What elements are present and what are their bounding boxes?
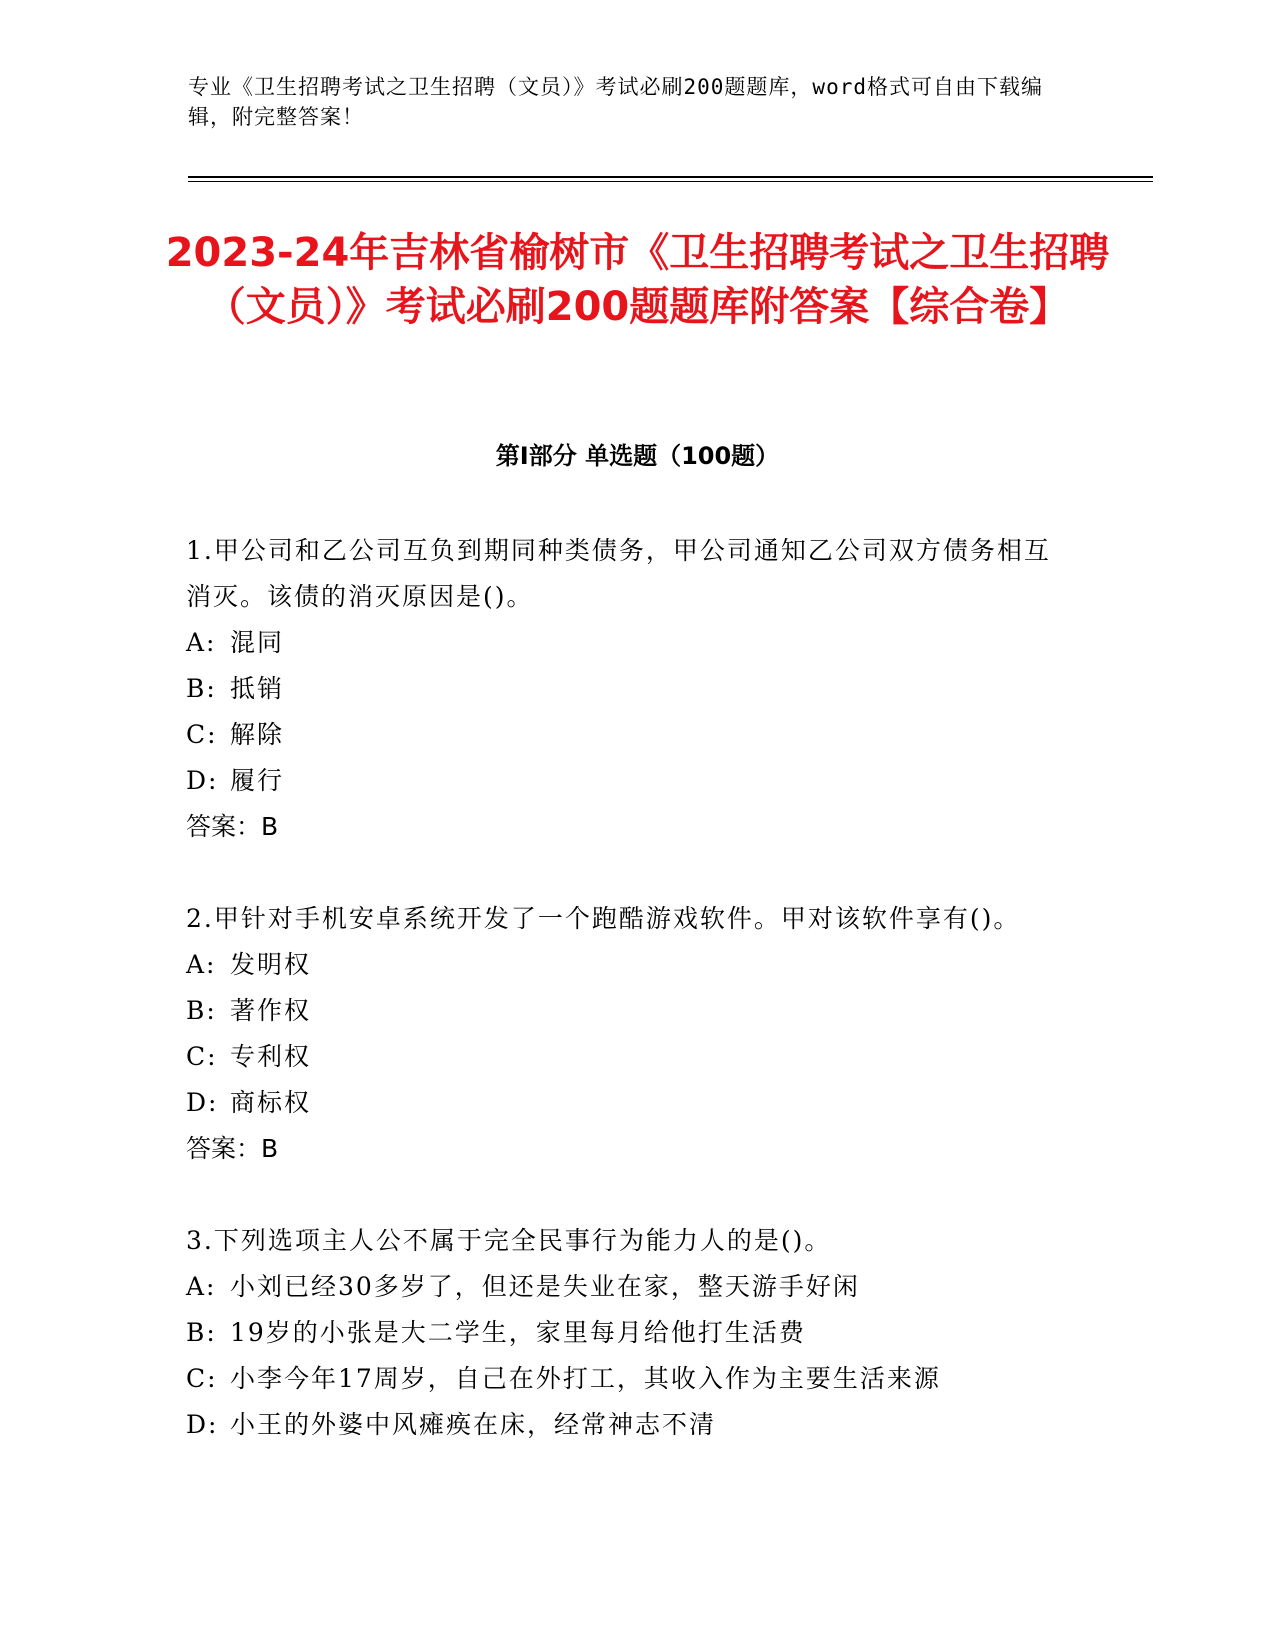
question-list <box>186 528 1066 1494</box>
option-a <box>186 1264 1066 1310</box>
option-key: D: <box>186 766 219 795</box>
option-key: D: <box>186 1410 219 1439</box>
option-key: A: <box>186 1272 217 1301</box>
option-d <box>186 1402 1066 1448</box>
answer: 答案：B <box>186 1134 279 1163</box>
option-key: A: <box>186 628 217 657</box>
option-text: 混同 <box>230 628 285 657</box>
option-c <box>186 1034 1066 1080</box>
option-text: 解除 <box>230 720 285 749</box>
option-a <box>186 942 1066 988</box>
option-a <box>186 620 1066 666</box>
option-text: 小李今年17周岁，自己在外打工，其收入作为主要生活来源 <box>230 1364 941 1393</box>
option-text: 发明权 <box>230 950 312 979</box>
option-b <box>186 988 1066 1034</box>
option-d <box>186 1080 1066 1126</box>
question-2 <box>186 896 1066 1172</box>
option-b <box>186 1310 1066 1356</box>
option-b <box>186 666 1066 712</box>
option-key: C: <box>186 720 218 749</box>
option-text: 小刘已经30多岁了，但还是失业在家，整天游手好闲 <box>230 1272 860 1301</box>
header-divider-thin <box>188 181 1153 182</box>
question-stem: 1.甲公司和乙公司互负到期同种类债务，甲公司通知乙公司双方债务相互消灭。该债的消灭原因是()。 <box>186 536 1051 611</box>
option-text: 19岁的小张是大二学生，家里每月给他打生活费 <box>230 1318 806 1347</box>
question-3 <box>186 1218 1066 1448</box>
option-key: B: <box>186 1318 217 1347</box>
option-key: D: <box>186 1088 219 1117</box>
document-title: 2023-24年吉林省榆树市《卫生招聘考试之卫生招聘（文员）》考试必刷200题题库附答案【综合卷】 <box>165 230 1110 330</box>
option-key: B: <box>186 996 217 1025</box>
header-note: 专业《卫生招聘考试之卫生招聘（文员）》考试必刷200题题库，word格式可自由下载编辑，附完整答案！ <box>188 75 1043 129</box>
option-d <box>186 758 1066 804</box>
option-text: 著作权 <box>230 996 312 1025</box>
option-c <box>186 1356 1066 1402</box>
option-key: B: <box>186 674 217 703</box>
section-title: 第Ⅰ部分 单选题（100题） <box>495 442 780 470</box>
header-divider <box>188 176 1153 178</box>
answer: 答案：B <box>186 812 279 841</box>
option-key: A: <box>186 950 217 979</box>
option-text: 专利权 <box>230 1042 312 1071</box>
question-stem: 2.甲针对手机安卓系统开发了一个跑酷游戏软件。甲对该软件享有()。 <box>186 904 1021 933</box>
option-text: 小王的外婆中风瘫痪在床，经常神志不清 <box>230 1410 717 1439</box>
option-key: C: <box>186 1042 218 1071</box>
option-text: 抵销 <box>230 674 285 703</box>
option-c <box>186 712 1066 758</box>
question-1 <box>186 528 1066 850</box>
option-text: 履行 <box>230 766 285 795</box>
option-text: 商标权 <box>230 1088 312 1117</box>
option-key: C: <box>186 1364 218 1393</box>
question-stem: 3.下列选项主人公不属于完全民事行为能力人的是()。 <box>186 1226 832 1255</box>
